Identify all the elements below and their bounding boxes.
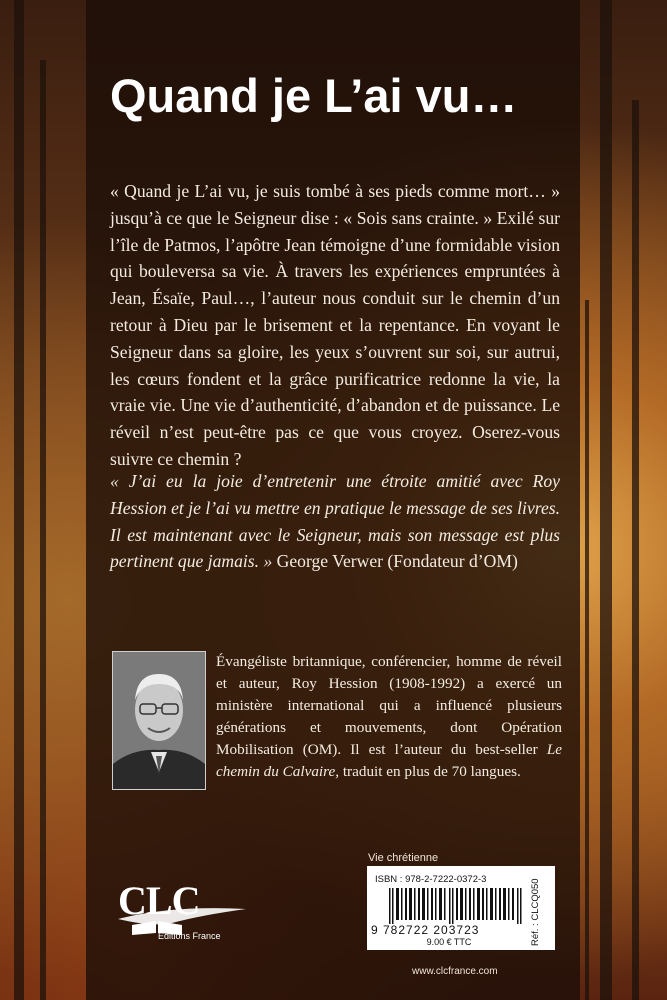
- endorsement-quote: [110, 468, 560, 575]
- quote-author: George Verwer (Fondateur d’OM): [272, 551, 518, 572]
- book-title: Quand je L’ai vu…: [110, 69, 518, 122]
- logo-subtitle: Éditions France: [158, 931, 221, 941]
- quote-text: « J’ai eu la joie d’entretenir une étroite amitié avec Roy Hession et je l’ai vu mettre en pratique le message de ses livres. Il est maintenant avec le Seigneur, mais son message est plus pertinent que jamais. »: [110, 471, 560, 572]
- category-label: Vie chrétienne: [368, 852, 439, 864]
- barcode-image: [389, 888, 523, 924]
- barcode-digits: 9 782722 203723: [371, 923, 480, 937]
- author-photo: [112, 651, 206, 790]
- price-label: 9.00 € TTC: [426, 937, 472, 947]
- author-bio: [216, 651, 562, 783]
- bio-text: Évangéliste britannique, conférencier, homme de réveil et auteur, Roy Hession (1908-1992) a exercé un ministère international qui a influencé plusieurs générations et mouvements, dont Opération Mobilisation (OM). Il est l’auteur du best-seller: [216, 653, 562, 758]
- bio-end: traduit en plus de 70 langues.: [339, 763, 521, 780]
- logo-text: CLC: [118, 878, 200, 923]
- publisher-website: www.clcfrance.com: [412, 966, 498, 977]
- bio-book-title: Le chemin du Calvaire,: [216, 741, 562, 780]
- isbn-label: ISBN : 978-2-7222-0372-3: [375, 874, 487, 885]
- barcode-block: [367, 866, 555, 950]
- synopsis-text: « Quand je L’ai vu, je suis tombé à ses pieds comme mort… » jusqu’à ce que le Seigneur dise : « Sois sans crainte. » Exilé sur l’île de Patmos, l’apôtre Jean témoigne d’une formidable vision qui bouleversa sa vie. À travers les expériences empruntées à Jean, Ésaïe, Paul…, l’auteur nous conduit sur le chemin d’un retour à Dieu par le brisement et la repentance. En voyant le Seigneur dans sa gloire, les yeux s’ouvrent sur soi, sur autrui, les cœurs fondent et la grâce purificatrice redonne la vie, la vraie vie. Une vie d’authenticité, d’abandon et de puissance. Le réveil n’est peut-être pas ce que vous croyez. Oserez-vous suivre ce chemin ?: [110, 181, 560, 469]
- publisher-logo: [112, 875, 252, 947]
- reference-label: Réf. : CLCQ050: [530, 878, 541, 946]
